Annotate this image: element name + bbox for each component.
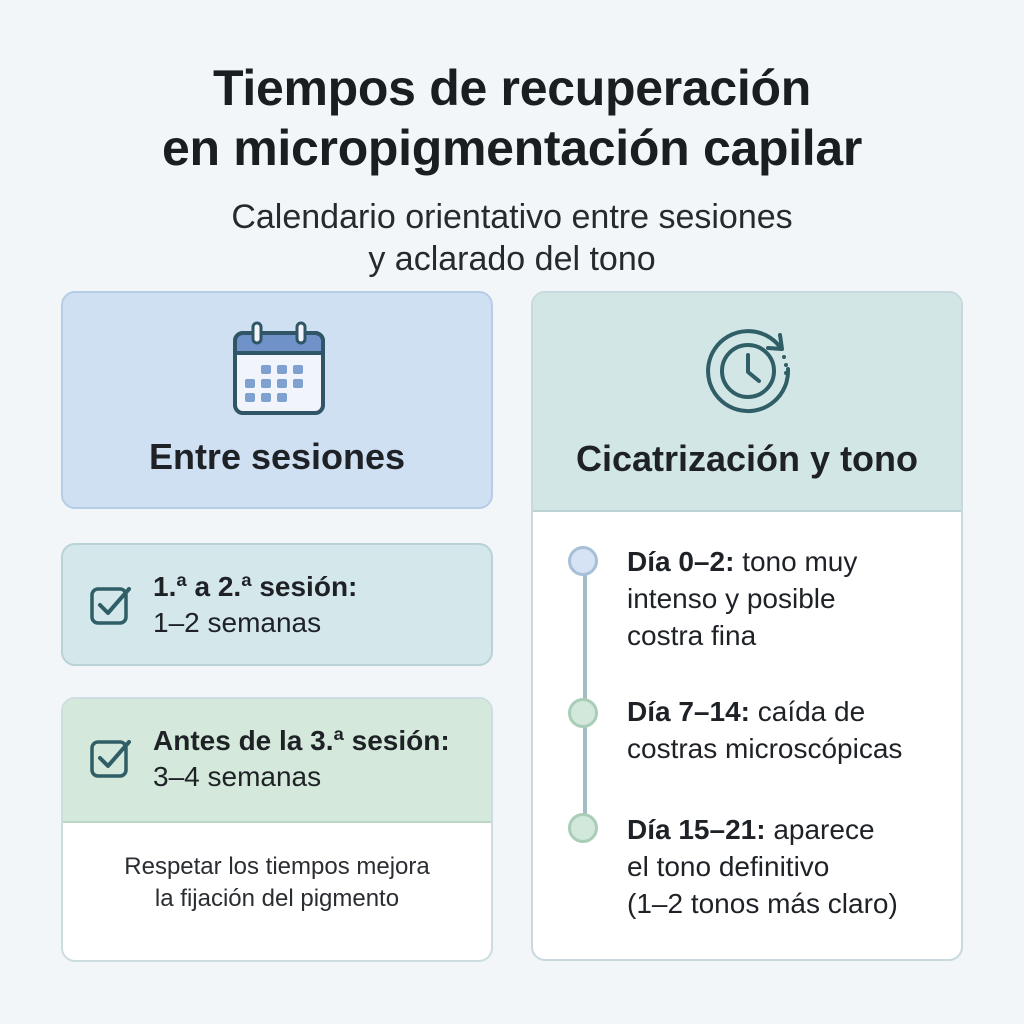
note-line-1: Respetar los tiempos mejora (124, 853, 430, 880)
timeline-item-text: intenso y posible (627, 583, 836, 614)
session-item-label: 1.ª a 2.ª sesión: (153, 571, 358, 602)
session-item-2 (63, 699, 491, 823)
session-item-label: Antes de la 3.ª sesión: (153, 725, 450, 756)
timeline-item-text: tono muy (742, 546, 858, 577)
timeline-item-text: caída de (757, 696, 866, 727)
timeline-connector (583, 561, 587, 823)
timeline-dot (568, 813, 598, 843)
timeline-item-2 (627, 693, 957, 767)
timeline-item-label: Día 15–21: (627, 814, 766, 845)
session-item-2-group (61, 697, 493, 962)
timeline-item-3 (627, 811, 957, 922)
between-sessions-heading: Entre sesiones (148, 436, 406, 477)
session-item-value: 3–4 semanas (153, 761, 322, 792)
session-item-1 (61, 543, 493, 666)
healing-tone-card (531, 291, 963, 961)
page-title (0, 58, 1024, 178)
subtitle-line-2: y aclarado del tono (368, 240, 656, 278)
title-line-2: en micropigmentación capilar (161, 120, 863, 176)
timeline-item-label: Día 0–2: (627, 546, 735, 577)
timeline-item-text: (1–2 tonos más claro) (627, 888, 898, 919)
healing-tone-header (533, 293, 961, 512)
session-item-text (153, 723, 450, 795)
subtitle-line-1: Calendario orientativo entre sesiones (231, 198, 793, 236)
between-sessions-header-card (61, 291, 493, 509)
timeline-dot (568, 698, 598, 728)
clock-refresh-icon (700, 321, 796, 417)
timeline-item-text: costras microscópicas (627, 733, 903, 764)
calendar-icon (231, 321, 327, 417)
page-subtitle (0, 196, 1024, 280)
healing-tone-heading: Cicatrización y tono (575, 438, 919, 479)
session-item-text (153, 569, 357, 641)
session-note (63, 851, 491, 915)
timeline-item-text: el tono definitivo (627, 851, 830, 882)
session-item-value: 1–2 semanas (153, 607, 322, 638)
timeline-item-1 (627, 543, 957, 654)
timeline-dot (568, 546, 598, 576)
timeline-item-text: costra fina (627, 620, 757, 651)
timeline-item-text: aparece (773, 814, 875, 845)
title-line-1: Tiempos de recuperación (213, 60, 811, 116)
timeline-item-label: Día 7–14: (627, 696, 750, 727)
checkbox-icon (89, 736, 133, 780)
checkbox-icon (89, 583, 133, 627)
note-line-2: la fijación del pigmento (154, 885, 400, 912)
